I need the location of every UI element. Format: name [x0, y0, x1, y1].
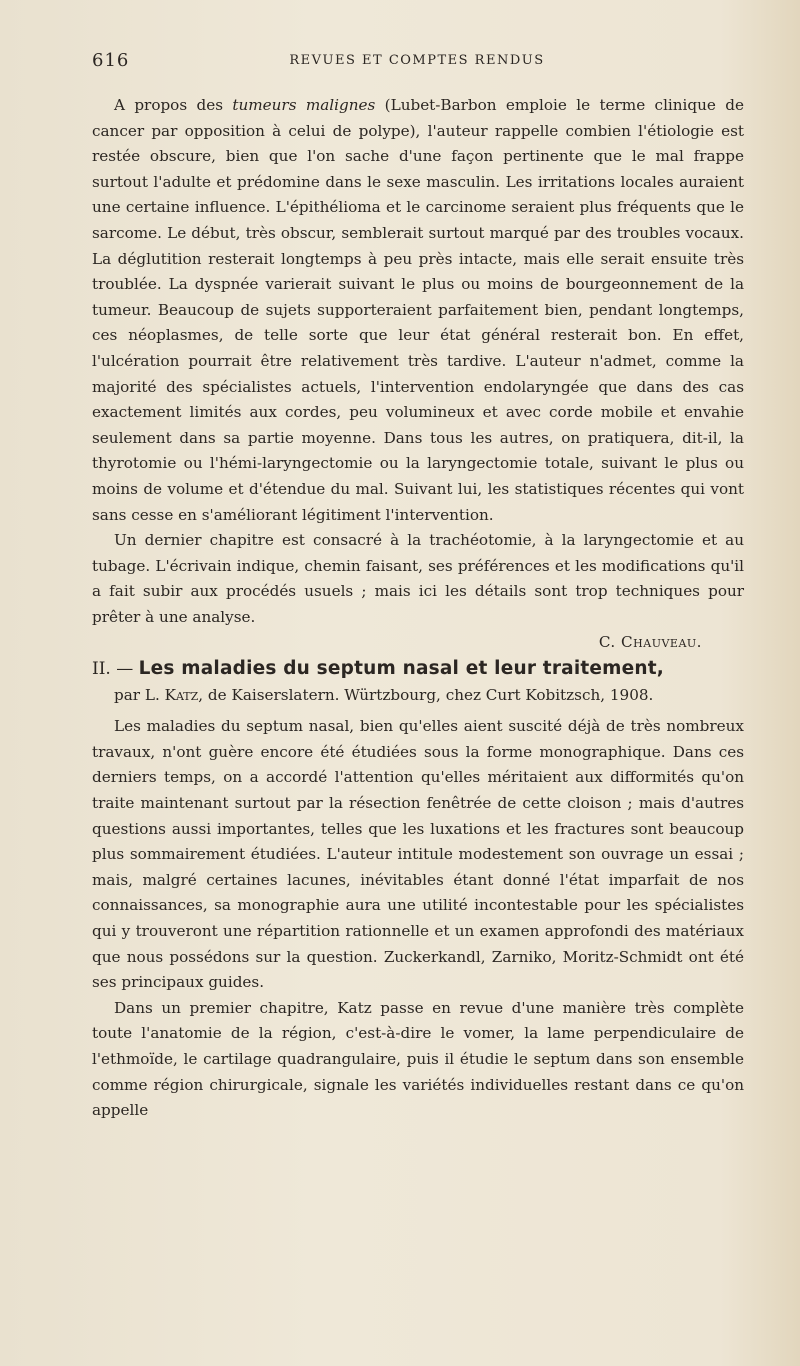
- paragraph-first-chapter: Dans un premier chapitre, Katz passe en revue d'une manière très complète toute l'anatomie de la région, c'est-à-dire le vomer, la lame perpendiculaire de l'ethmoïde, le cartilage quadrangulaire, puis il étudie le septum dans son ensemble comme région chirurgicale, signale les variétés individuelles restant dans ce qu'on appelle: [92, 998, 744, 1120]
- byline: par L. Katz, de Kaiserslatern. Würtzbourg, chez Curt Kobitzsch, 1908.: [114, 685, 654, 704]
- page-header: [92, 50, 742, 72]
- author-name: Katz: [164, 685, 199, 704]
- paragraph-last-chapter: Un dernier chapitre est consacré à la trachéotomie, à la laryngectomie et au tubage. L'écrivain indique, chemin faisant, ses préférences et les modifications qu'il a fait subir aux procédés usuels ; mais ici les détails sont trop techniques pour prêter à une analyse.: [92, 531, 744, 626]
- signature: C. Chauveau.: [598, 633, 702, 652]
- emphasis-tumeurs-malignes: tumeurs malignes: [232, 96, 376, 114]
- paragraph-tumeurs: A propos des tumeurs malignes (Lubet-Barbon emploie le terme clinique de cancer par opposition à celui de polype), l'auteur rappelle combien l'étiologie est restée obscure, bien que l'on sache d'une façon pertinente que le mal frappe surtout l'adulte et prédomine dans le sexe masculin. Les irritations locales auraient une certaine influence. L'épithélioma et le carcinome seraient plus fréquents que le sarcome. Le début, très obscur, semblerait surtout marqué par des troubles vocaux. La déglutition resterait longtemps à peu près intacte, mais elle serait ensuite très troublée. La dyspnée varierait suivant le plus ou moins de bourgeonnement de la tumeur. Beaucoup de sujets supporteraient parfaitement bien, pendant longtemps, ces néoplasmes, de telle sorte que leur état général resterait bon. En effet, l'ulcération pourrait être relativement très tardive. L'auteur n'admet, comme la majorité des spécialistes actuels, l'intervention endolaryngée que dans des cas exactement limités aux cordes, peu volumineux et avec corde mobile et envahie seulement dans sa partie moyenne. Dans tous les autres, on pratiquera, dit-il, la thyrotomie ou l'hémi-laryngectomie ou la laryngectomie totale, suivant le plus ou moins de volume et d'étendue du mal. Suivant lui, les statistiques récentes qui vont sans cesse en s'améliorant légitiment l'intervention.: [92, 96, 744, 524]
- section-title: Les maladies du septum nasal et leur traitement,: [138, 658, 665, 680]
- section-number: II. —: [92, 659, 139, 680]
- paragraph-septum-intro: Les maladies du septum nasal, bien qu'elles aient suscité déjà de très nombreux travaux, n'ont guère encore été étudiées sous la forme monographique. Dans ces derniers temps, on a accordé l'attention qu'elles méritaient aux difformités qu'on traite maintenant surtout par la résection fenêtrée de cette cloison ; mais d'autres questions aussi importantes, telles que les luxations et les fractures sont beaucoup plus sommairement étudiées. L'auteur intitule modestement son ouvrage un essai ; mais, malgré certaines lacunes, inévitables étant donné l'état imparfait de nos connaissances, sa monographie aura une utilité incontestable pour les spécialistes qui y trouveront une répartition rationnelle et un examen approfondi des matériaux que nous possédons sur la question. Zuckerkandl, Zarniko, Moritz-Schmidt ont été ses principaux guides.: [92, 717, 744, 992]
- section-heading: [92, 656, 744, 683]
- article-body: [92, 93, 744, 1124]
- page-number: 616: [92, 50, 130, 71]
- running-head: REVUES ET COMPTES RENDUS: [289, 53, 545, 68]
